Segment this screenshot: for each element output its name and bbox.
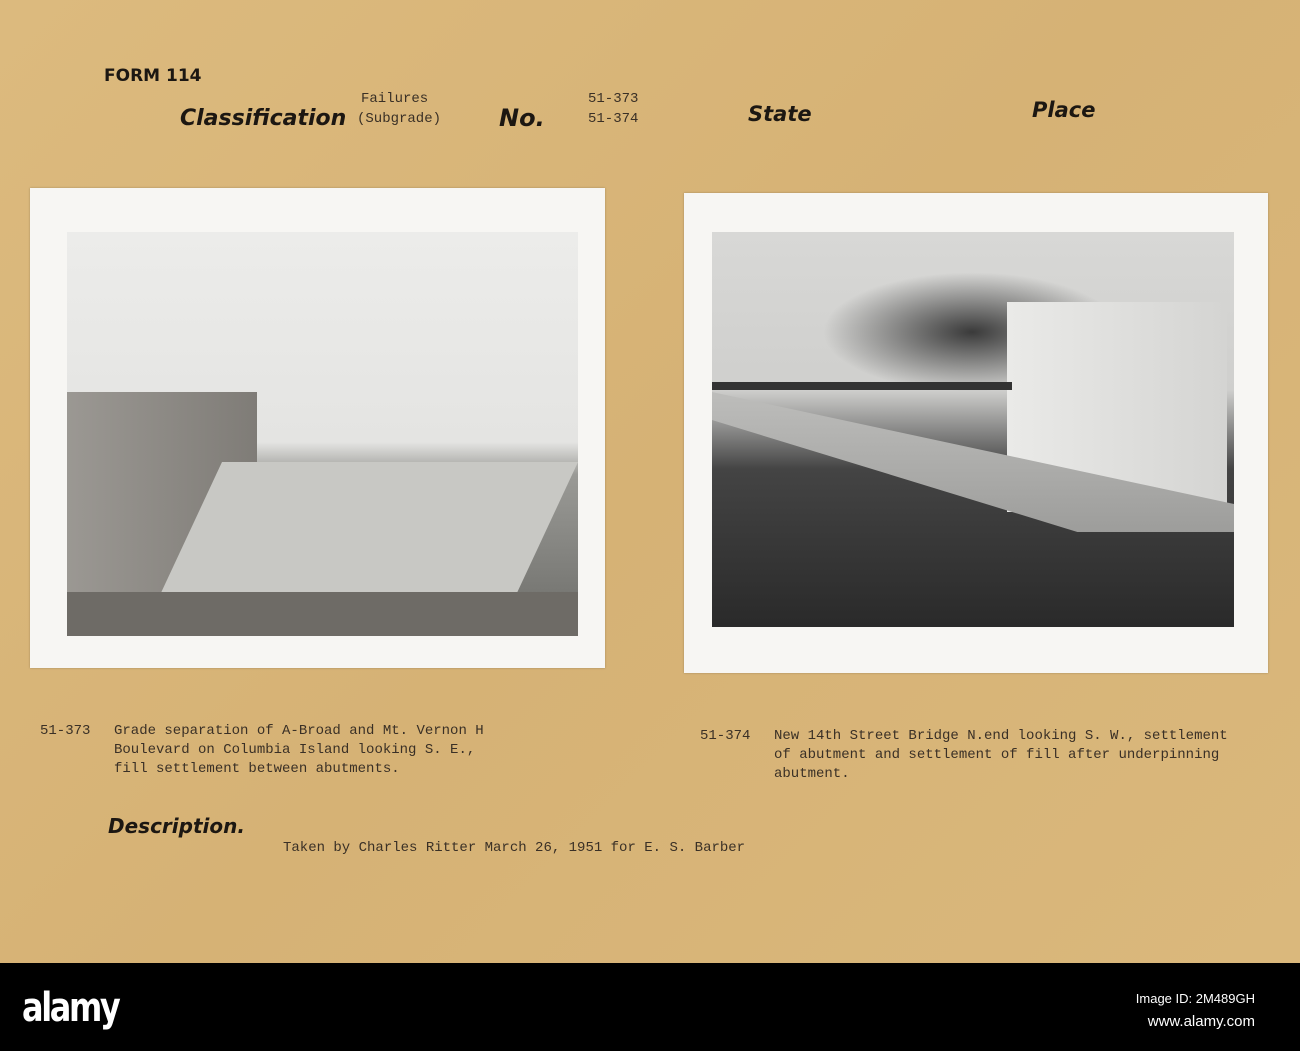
alamy-logo: alamy <box>22 985 119 1031</box>
photo-card-51-374 <box>684 193 1268 673</box>
footer-bar <box>0 963 1300 1051</box>
classification-value-1: Failures <box>361 91 429 107</box>
photo-card-51-373 <box>30 188 605 668</box>
photo-14th-street-bridge <box>712 232 1234 627</box>
description-label: Description. <box>108 814 245 838</box>
form-label: FORM 114 <box>104 66 202 86</box>
photo-grade-separation <box>67 232 578 636</box>
no-value-1: 51-373 <box>588 91 639 107</box>
caption-51-373: Grade separation of A-Broad and Mt. Vernon H Boulevard on Columbia Island looking S. E., fill settlement between abutments. <box>114 723 484 777</box>
sidewalk <box>157 462 578 602</box>
photo-number-51-373: 51-373 <box>40 723 91 739</box>
classification-label: Classification <box>180 106 347 131</box>
place-label: Place <box>1032 98 1096 122</box>
bridge-railing <box>712 382 1012 390</box>
photo-number-51-374: 51-374 <box>700 728 751 744</box>
site-url: www.alamy.com <box>1147 1013 1255 1030</box>
grass <box>67 592 578 636</box>
state-label: State <box>748 102 812 126</box>
no-label: No. <box>499 104 545 132</box>
no-value-2: 51-374 <box>588 111 639 127</box>
image-id: Image ID: 2M489GH <box>1135 991 1255 1006</box>
caption-51-374: New 14th Street Bridge N.end looking S. W., settlement of abutment and settlement of fill after underpinning abutment. <box>774 728 1228 782</box>
classification-value-2: (Subgrade) <box>357 111 442 127</box>
description-text: Taken by Charles Ritter March 26, 1951 for E. S. Barber <box>283 840 746 856</box>
